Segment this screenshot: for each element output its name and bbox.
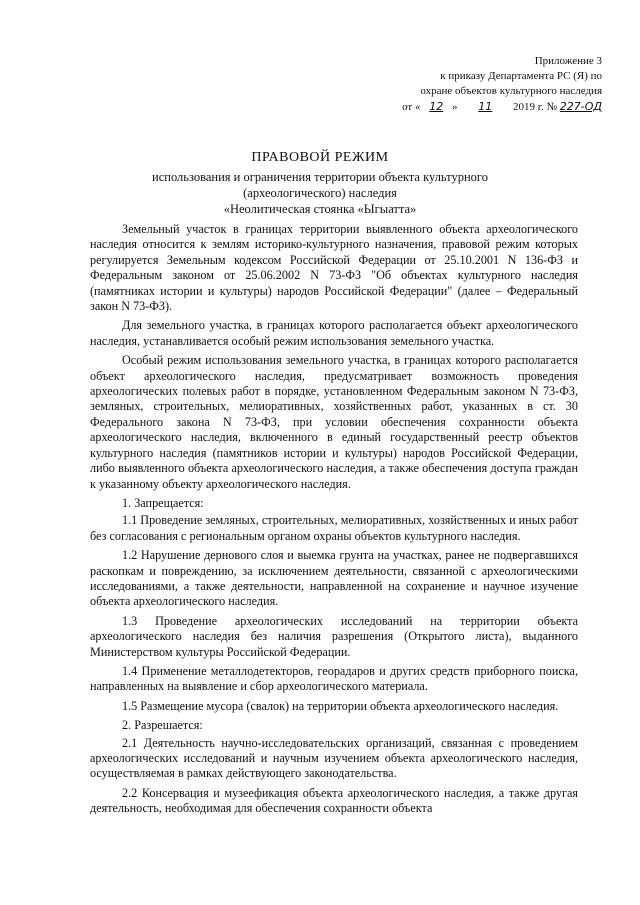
annex-line-1: Приложение 3	[534, 55, 602, 67]
section-heading-allowed: 2. Разрешается:	[122, 718, 203, 733]
paragraph: 2.2 Консервация и музеефикация объекта археологического наследия, а также другая деятельность, необходимая для обеспечения сохранности объекта	[90, 785, 578, 816]
paragraph: 2.1 Деятельность научно-исследовательских организаций, связанная с проведением археологических исследований и научным изучением объекта археологического наследия, осуществляемая в рамках действующего законодательства.	[90, 735, 578, 781]
paragraph: 1.2 Нарушение дернового слоя и выемка грунта на участках, ранее не подвергавшихся раскопкам и повреждению, за исключением деятельности, связанной с археологическими исследованиями, а также деятельности, направленной на сохранение и научное изучение объекта археологического наследия.	[90, 548, 578, 609]
annex-line-2: к приказу Департамента РС (Я) по	[440, 70, 602, 82]
date-day: 12	[429, 100, 444, 113]
annex-header	[372, 54, 602, 115]
order-number: 227-ОД	[559, 100, 602, 113]
date-mid: »	[452, 101, 458, 113]
paragraph: 1.4 Применение металлодетекторов, георадаров и других средств приборного поиска, направленных на выявление и сбор археологического материала.	[90, 663, 578, 694]
paragraph: Земельный участок в границах территории выявленного объекта археологического наследия относится к землям историко-культурного назначения, правовой режим которых регулируется Земельным кодексом Российской Федерации от 25.10.2001 N 136-ФЗ и Федеральным законом от 25.06.2002 N 73-ФЗ "Об объектах культурного наследия (памятниках истории и культуры) народов Российской Федерации" (далее – Федеральный закон N 73-ФЗ).	[90, 222, 578, 314]
paragraph: Особый режим использования земельного участка, в границах которого располагается объект археологического наследия, предусматривает возможность проведения археологических полевых работ в порядке, установленном Федеральным законом N 73-ФЗ, земляных, строительных, мелиоративных, хозяйственных работ, указанных в ст. 30 Федерального закона N 73-ФЗ, при условии обеспечения сохранности объекта археологического наследия, включенного в единый государственный реестр объектов культурного наследия (памятников истории и культуры) народов Российской Федерации, либо выявленного объекта археологического наследия, а также обеспечения доступа граждан к указанному объекту археологического наследия.	[90, 353, 578, 491]
title-line-3: «Неолитическая стоянка «Ыгыатта»	[223, 202, 417, 216]
annex-line-3: охране объектов культурного наследия	[420, 85, 602, 97]
paragraph: 1.1 Проведение земляных, строительных, мелиоративных, хозяйственных и иных работ без согласования с региональным органом охраны объектов культурного наследия.	[90, 513, 578, 543]
date-prefix: от «	[402, 101, 421, 113]
document-heading: ПРАВОВОЙ РЕЖИМ	[251, 150, 389, 165]
date-month: 11	[478, 100, 493, 113]
paragraph: Для земельного участка, в границах которого располагается объект археологического наследия, устанавливается особый режим использования земельного участка.	[90, 318, 578, 348]
title-line-1: использования и ограничения территории объекта культурного	[152, 170, 488, 184]
date-year: 2019 г. №	[513, 101, 558, 113]
annex-date-line	[372, 99, 602, 115]
paragraph: 1.5 Размещение мусора (свалок) на территории объекта археологического наследия.	[122, 698, 559, 713]
document-body	[90, 222, 578, 821]
section-heading-prohibited: 1. Запрещается:	[122, 495, 204, 510]
title-line-2: (археологического) наследия	[243, 186, 397, 200]
title-block	[80, 150, 560, 217]
paragraph: 1.3 Проведение археологических исследований на территории объекта археологического наследия без наличия разрешения (Открытого листа), выданного Министерством культуры Российской Федерации.	[90, 613, 578, 659]
